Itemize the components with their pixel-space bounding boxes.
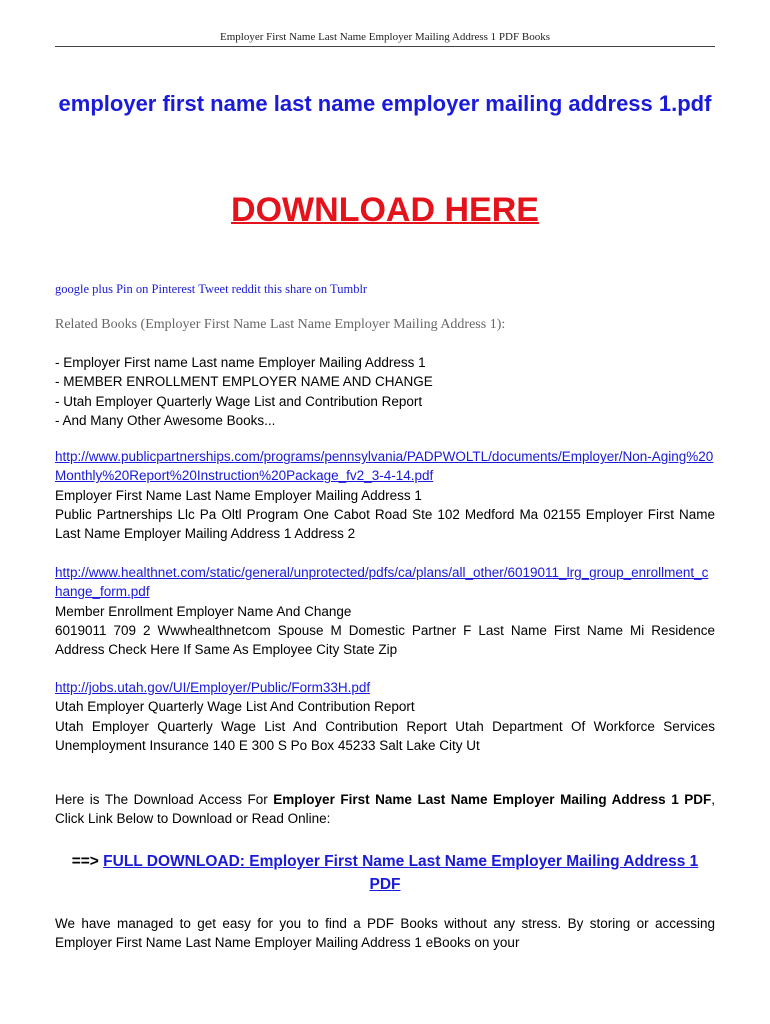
list-item: - Utah Employer Quarterly Wage List and Contribution Report [55,393,423,409]
reference-description: 6019011 709 2 Wwwhealthnetcom Spouse M Domestic Partner F Last Name First Name Mi Residence Address Check Here If Same As Employee City State Zip [55,622,715,658]
reference-entry [55,678,715,755]
list-item: - Employer First name Last name Employer Mailing Address 1 [55,355,426,370]
closing-paragraph: We have managed to get easy for you to find a PDF Books without any stress. By storing or accessing Employer First Name Last Name Employer Mailing Address 1 eBooks on your [55,916,715,951]
full-download-container [55,850,715,896]
share-google-plus-link[interactable]: google plus [55,282,113,296]
reference-entry [55,563,715,659]
full-download-link[interactable]: FULL DOWNLOAD: Employer First Name Last Name Employer Mailing Address 1 PDF [103,853,699,893]
reference-title: Utah Employer Quarterly Wage List And Contribution Report [55,699,415,715]
share-twitter-link[interactable]: Tweet [198,282,229,296]
list-item: - MEMBER ENROLLMENT EMPLOYER NAME AND CHANGE [55,374,433,390]
header-rule [55,46,715,47]
reference-description: Utah Employer Quarterly Wage List And Contribution Report Utah Department Of Workforce Services Unemployment Insurance 140 E 300 S Po Box 45233 Salt Lake City Ut [55,718,715,753]
download-here-link[interactable]: DOWNLOAD HERE [231,191,539,229]
reference-entry [55,447,715,543]
access-suffix: , Click Link Below to Download or Read Online: [55,792,715,827]
access-bold-title: Employer First Name Last Name Employer Mailing Address 1 PDF [273,792,712,807]
running-header: Employer First Name Last Name Employer Mailing Address 1 PDF Books [220,31,550,43]
share-links [55,282,367,297]
document-title: employer first name last name employer mailing address 1.pdf [58,91,712,116]
share-reddit-link[interactable]: reddit this [231,282,283,296]
share-pinterest-link[interactable]: Pin on Pinterest [116,282,196,296]
reference-title: Member Enrollment Employer Name And Change [55,603,352,619]
download-here-container [0,191,770,230]
related-books-heading: Related Books (Employer First Name Last Name Employer Mailing Address 1): [55,317,506,332]
reference-description: Public Partnerships Llc Pa Oltl Program One Cabot Road Ste 102 Medford Ma 02155 Employer First Name Last Name Employer Mailing Address 1 Address 2 [55,506,715,542]
access-prefix: Here is The Download Access For [55,792,274,807]
related-books-list [55,353,715,430]
reference-url-link[interactable]: http://www.healthnet.com/static/general/unprotected/pdfs/ca/plans/all_other/6019011_lrg_group_enrollment_change_form.pdf [55,565,709,600]
share-tumblr-link[interactable]: share on Tumblr [285,282,368,296]
download-access-paragraph [55,790,715,829]
list-item: - And Many Other Awesome Books... [55,412,276,428]
full-download-arrow: ==> [71,853,99,870]
reference-title: Employer First Name Last Name Employer Mailing Address 1 [55,487,422,503]
reference-url-link[interactable]: http://www.publicpartnerships.com/programs/pennsylvania/PADPWOLTL/documents/Employer/Non-Aging%20Monthly%20Report%20Instruction%20Package_fv2_3-4-14.pdf [55,449,714,484]
reference-url-link[interactable]: http://jobs.utah.gov/UI/Employer/Public/Form33H.pdf [55,680,371,695]
